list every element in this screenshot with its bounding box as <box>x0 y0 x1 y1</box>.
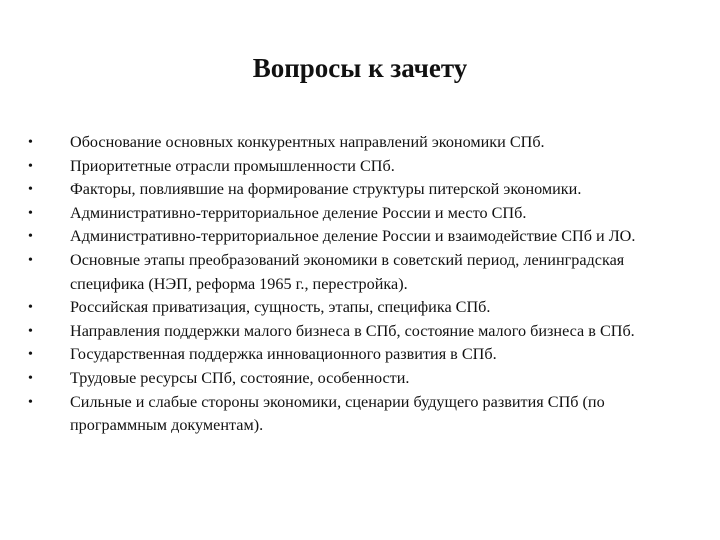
list-item <box>28 343 680 367</box>
bullet-icon: • <box>28 347 33 363</box>
list-item <box>28 391 680 438</box>
bullet-icon: • <box>28 205 33 221</box>
bullet-icon: • <box>28 323 33 339</box>
list-item-text: Государственная поддержка инновационного развития в СПб. <box>70 345 497 364</box>
list-item-text: Административно-территориальное деление России и место СПб. <box>70 203 527 222</box>
bullet-icon: • <box>28 182 33 198</box>
list-item-text: Основные этапы преобразований экономики в советский период, ленинградская специфика (НЭП, реформа 1965 г., перестройка). <box>70 250 625 293</box>
list-item <box>28 249 680 296</box>
list-item <box>28 131 680 155</box>
list-item <box>28 225 680 249</box>
bullet-icon: • <box>28 252 33 268</box>
list-item-text: Российская приватизация, сущность, этапы, специфика СПб. <box>70 298 491 317</box>
list-item <box>28 367 680 391</box>
list-item-text: Направления поддержки малого бизнеса в СПб, состояние малого бизнеса в СПб. <box>70 321 635 340</box>
slide-title: Вопросы к зачету <box>252 53 468 83</box>
list-item-text: Трудовые ресурсы СПб, состояние, особенности. <box>70 368 410 387</box>
bullet-icon: • <box>28 229 33 245</box>
list-item <box>28 155 680 179</box>
bullet-icon: • <box>28 158 33 174</box>
question-list <box>28 131 680 438</box>
bullet-icon: • <box>28 300 33 316</box>
list-item-text: Факторы, повлиявшие на формирование структуры питерской экономики. <box>70 180 582 199</box>
list-item-text: Приоритетные отрасли промышленности СПб. <box>70 156 395 175</box>
list-item-text: Сильные и слабые стороны экономики, сценарии будущего развития СПб (по программным документам). <box>70 392 605 435</box>
list-item-text: Обоснование основных конкурентных направлений экономики СПб. <box>70 133 545 151</box>
bullet-icon: • <box>28 135 33 150</box>
list-item <box>28 296 680 320</box>
list-item <box>28 320 680 344</box>
bullet-icon: • <box>28 394 33 410</box>
list-item <box>28 178 680 202</box>
list-item <box>28 202 680 226</box>
list-item-text: Административно-территориальное деление России и взаимодействие СПб и ЛО. <box>70 227 636 246</box>
bullet-icon: • <box>28 370 33 386</box>
